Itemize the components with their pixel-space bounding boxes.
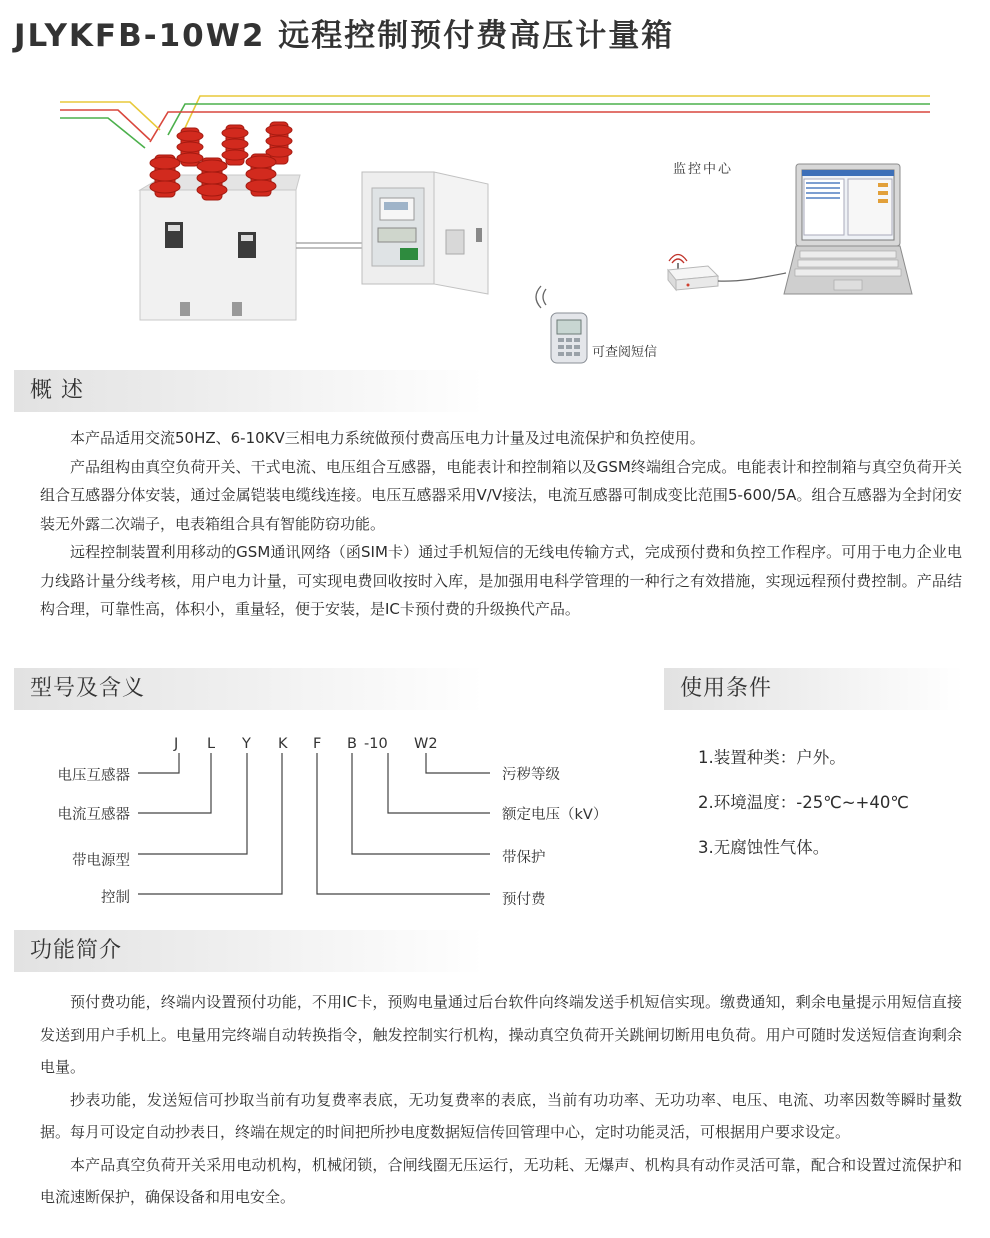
connector-K — [138, 753, 282, 894]
overview-paragraph-1: 本产品适用交流50HZ、6-10KV三相电力系统做预付费高压电力计量及过电流保护和负控使用。 — [70, 429, 705, 447]
conditions-list — [698, 735, 909, 870]
connector-L — [138, 753, 211, 813]
label-rated-voltage: 额定电压（kV） — [502, 807, 608, 823]
phone-caption: 可查阅短信 — [592, 345, 658, 360]
signal-waves-icon — [536, 286, 546, 308]
armored-cable — [296, 243, 362, 248]
condition-item: 3.无腐蚀性气体。 — [698, 838, 830, 857]
connector-W2 — [426, 753, 490, 773]
model-connector-lines — [138, 753, 490, 894]
connector-F — [317, 753, 490, 894]
model-heading: 型号及含义 — [14, 668, 484, 710]
overview-text — [40, 424, 962, 624]
meter-control-box — [362, 172, 488, 294]
overview-paragraph-3: 远程控制装置利用移动的GSM通讯网络（函SIM卡）通过手机短信的无线电传输方式，完成预付费和负控工作程序。可用于电力企业电力线路计量分线考核，用户电力计量，可实现电费回收按时入库，是加强用电科学管理的一种行之有效措施，实现远程预付费控制。产品结构合理，可靠性高，体积小，重量轻，便于安装，是IC卡预付费的升级换代产品。 — [40, 543, 962, 618]
model-letter-F: F — [313, 736, 322, 752]
model-letter-Y: Y — [242, 736, 251, 752]
model-letters — [173, 736, 438, 752]
features-text — [40, 986, 962, 1214]
features-paragraph-2: 抄表功能，发送短信可抄取当前有功复费率表底，无功复费率的表底，当前有功功率、无功功率、电压、电流、功率因数等瞬时量数据。每月可设定自动抄表日，终端在规定的时间把所抄电度数据短信传回管理中心，定时功能灵活，可根据用户要求设定。 — [40, 1090, 962, 1141]
label-protection: 带保护 — [502, 850, 546, 866]
condition-item: 1.装置种类：户外。 — [698, 748, 846, 767]
features-paragraph-3: 本产品真空负荷开关采用电动机构，机械闭锁，合闸线圈无压运行，无功耗、无爆声、机构具有动作灵活可靠，配合和设置过流保护和电流速断保护，确保设备和用电安全。 — [40, 1155, 962, 1206]
model-letter-L: L — [207, 736, 216, 752]
laptop-computer — [784, 164, 912, 294]
model-letter-K: K — [278, 736, 288, 752]
connector-B — [352, 753, 490, 854]
label-current-transformer: 电流互感器 — [57, 807, 130, 823]
label-powered-type: 带电源型 — [72, 853, 130, 869]
gsm-modem — [668, 255, 718, 291]
model-letter-J: J — [174, 736, 179, 752]
insulator-5 — [197, 158, 227, 200]
overview-heading: 概 述 — [14, 370, 484, 412]
condition-item: 2.环境温度：-25℃~+40℃ — [698, 793, 909, 812]
power-line-red — [150, 112, 930, 142]
conditions-heading: 使用条件 — [664, 668, 964, 710]
monitor-center-label: 监控中心 — [673, 162, 734, 177]
insulator-4 — [150, 155, 180, 197]
overview-paragraph-2: 产品组构由真空负荷开关、干式电流、电压组合互感器，电能表计和控制箱以及GSM终端组合完成。电能表计和控制箱与真空负荷开关组合互感器分体安装，通过金属铠装电缆线连接。电压互感器采用V/V接法，电流互感器可制成变比范围5-600/5A。组合互感器为全封闭安装无外露二次端子，电表箱组合具有智能防窃功能。 — [40, 457, 962, 533]
features-paragraph-1: 预付费功能，终端内设置预付功能，不用IC卡，预购电量通过后台软件向终端发送手机短信实现。缴费通知，剩余电量提示用短信直接发送到用户手机上。电量用完终端自动转换指令，触发控制实行机构，操动真空负荷开关跳闸切断用电负荷。用户可随时发送短信查询剩余电量。 — [40, 993, 962, 1076]
model-code-diagram — [0, 720, 660, 920]
connector-J — [138, 753, 179, 773]
label-control: 控制 — [101, 890, 130, 906]
insulator-6 — [246, 154, 276, 196]
label-voltage-transformer: 电压互感器 — [57, 768, 130, 784]
connector-Y — [138, 753, 247, 854]
features-heading: 功能简介 — [14, 930, 484, 972]
insulator-1 — [177, 128, 203, 166]
model-letter-W2: W2 — [414, 736, 438, 752]
connector-voltage — [388, 753, 490, 813]
model-letter-voltage: -10 — [364, 736, 388, 752]
insulator-2 — [222, 125, 248, 165]
modem-cable — [718, 273, 786, 281]
mobile-phone — [551, 313, 587, 363]
label-prepaid: 预付费 — [502, 892, 546, 908]
model-letter-B: B — [347, 736, 357, 752]
page-title: JLYKFB-10W2 远程控制预付费高压计量箱 — [14, 18, 675, 54]
system-diagram — [0, 80, 990, 370]
insulators — [150, 122, 292, 200]
label-pollution-grade: 污秽等级 — [502, 767, 560, 783]
